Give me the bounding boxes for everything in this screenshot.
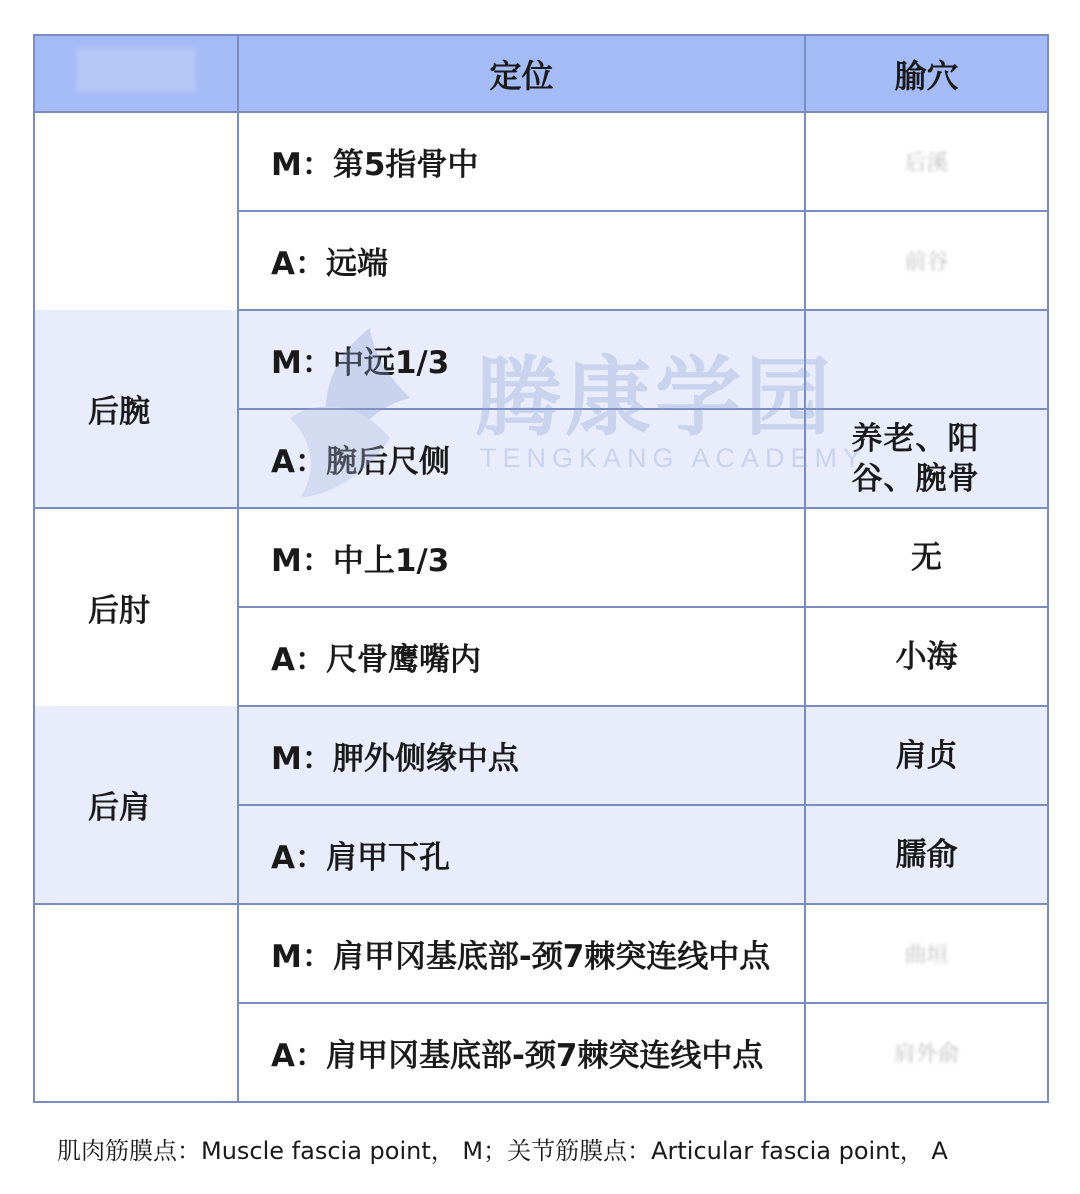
region-cell: 后肩 [34,706,238,904]
location-cell: A：肩甲下孔 [238,805,805,904]
blurred-acupoint: 肩外俞 [893,1041,960,1067]
fascia-point-table [33,34,1047,1103]
acupoint-cell [805,904,1048,1003]
watermark-subtitle: TENGKANG ACADEMY [480,443,868,473]
acupoint-cell [805,409,1048,508]
location-cell: M：中上1/3 [238,508,805,607]
location-cell: A：尺骨鹰嘴内 [238,607,805,706]
location-cell: M：第5指骨中 [238,112,805,211]
location-cell: M：肩甲冈基底部-颈7棘突连线中点 [238,904,805,1003]
acupoint-cell [805,1003,1048,1102]
table-row [34,508,1048,607]
region-cell: 后腕 [34,310,238,508]
watermark-title: 腾康学园 [475,347,835,448]
acupoint-cell: 小海 [805,607,1048,706]
blurred-acupoint: 曲垣 [904,942,949,968]
acupoint-cell [805,310,1048,409]
region-cell: 后肘 [34,508,238,706]
location-cell: M：中远1/3 [238,310,805,409]
region-cell [34,112,238,310]
location-cell: A：远端 [238,211,805,310]
location-cell: A：腕后尺侧 [238,409,805,508]
header-acupoint: 腧穴 [805,35,1048,112]
blurred-header-label [76,48,196,92]
table-row [34,904,1048,1003]
table-header-row [34,35,1048,112]
table-row [34,706,1048,805]
location-cell: A：肩甲冈基底部-颈7棘突连线中点 [271,1038,764,1074]
region-cell [34,904,238,1102]
acupoint-cell [805,211,1048,310]
acupoint-text: 养老、阳谷、腕骨 [851,420,980,497]
footnote: 肌肉筋膜点：Muscle fascia point， M；关节筋膜点：Articular fascia point， A [57,1137,948,1165]
header-location: 定位 [238,35,805,112]
location-cell: M：胛外侧缘中点 [238,706,805,805]
acupoint-cell: 无 [805,508,1048,607]
acupoint-cell [805,112,1048,211]
acupoint-cell: 臑俞 [805,805,1048,904]
table-row [34,310,1048,409]
header-region [34,35,238,112]
acupoint-table [33,34,1049,1103]
acupoint-cell: 肩贞 [805,706,1048,805]
blurred-acupoint: 后溪 [904,150,949,176]
blurred-acupoint: 前谷 [904,249,949,275]
table-row [34,112,1048,211]
